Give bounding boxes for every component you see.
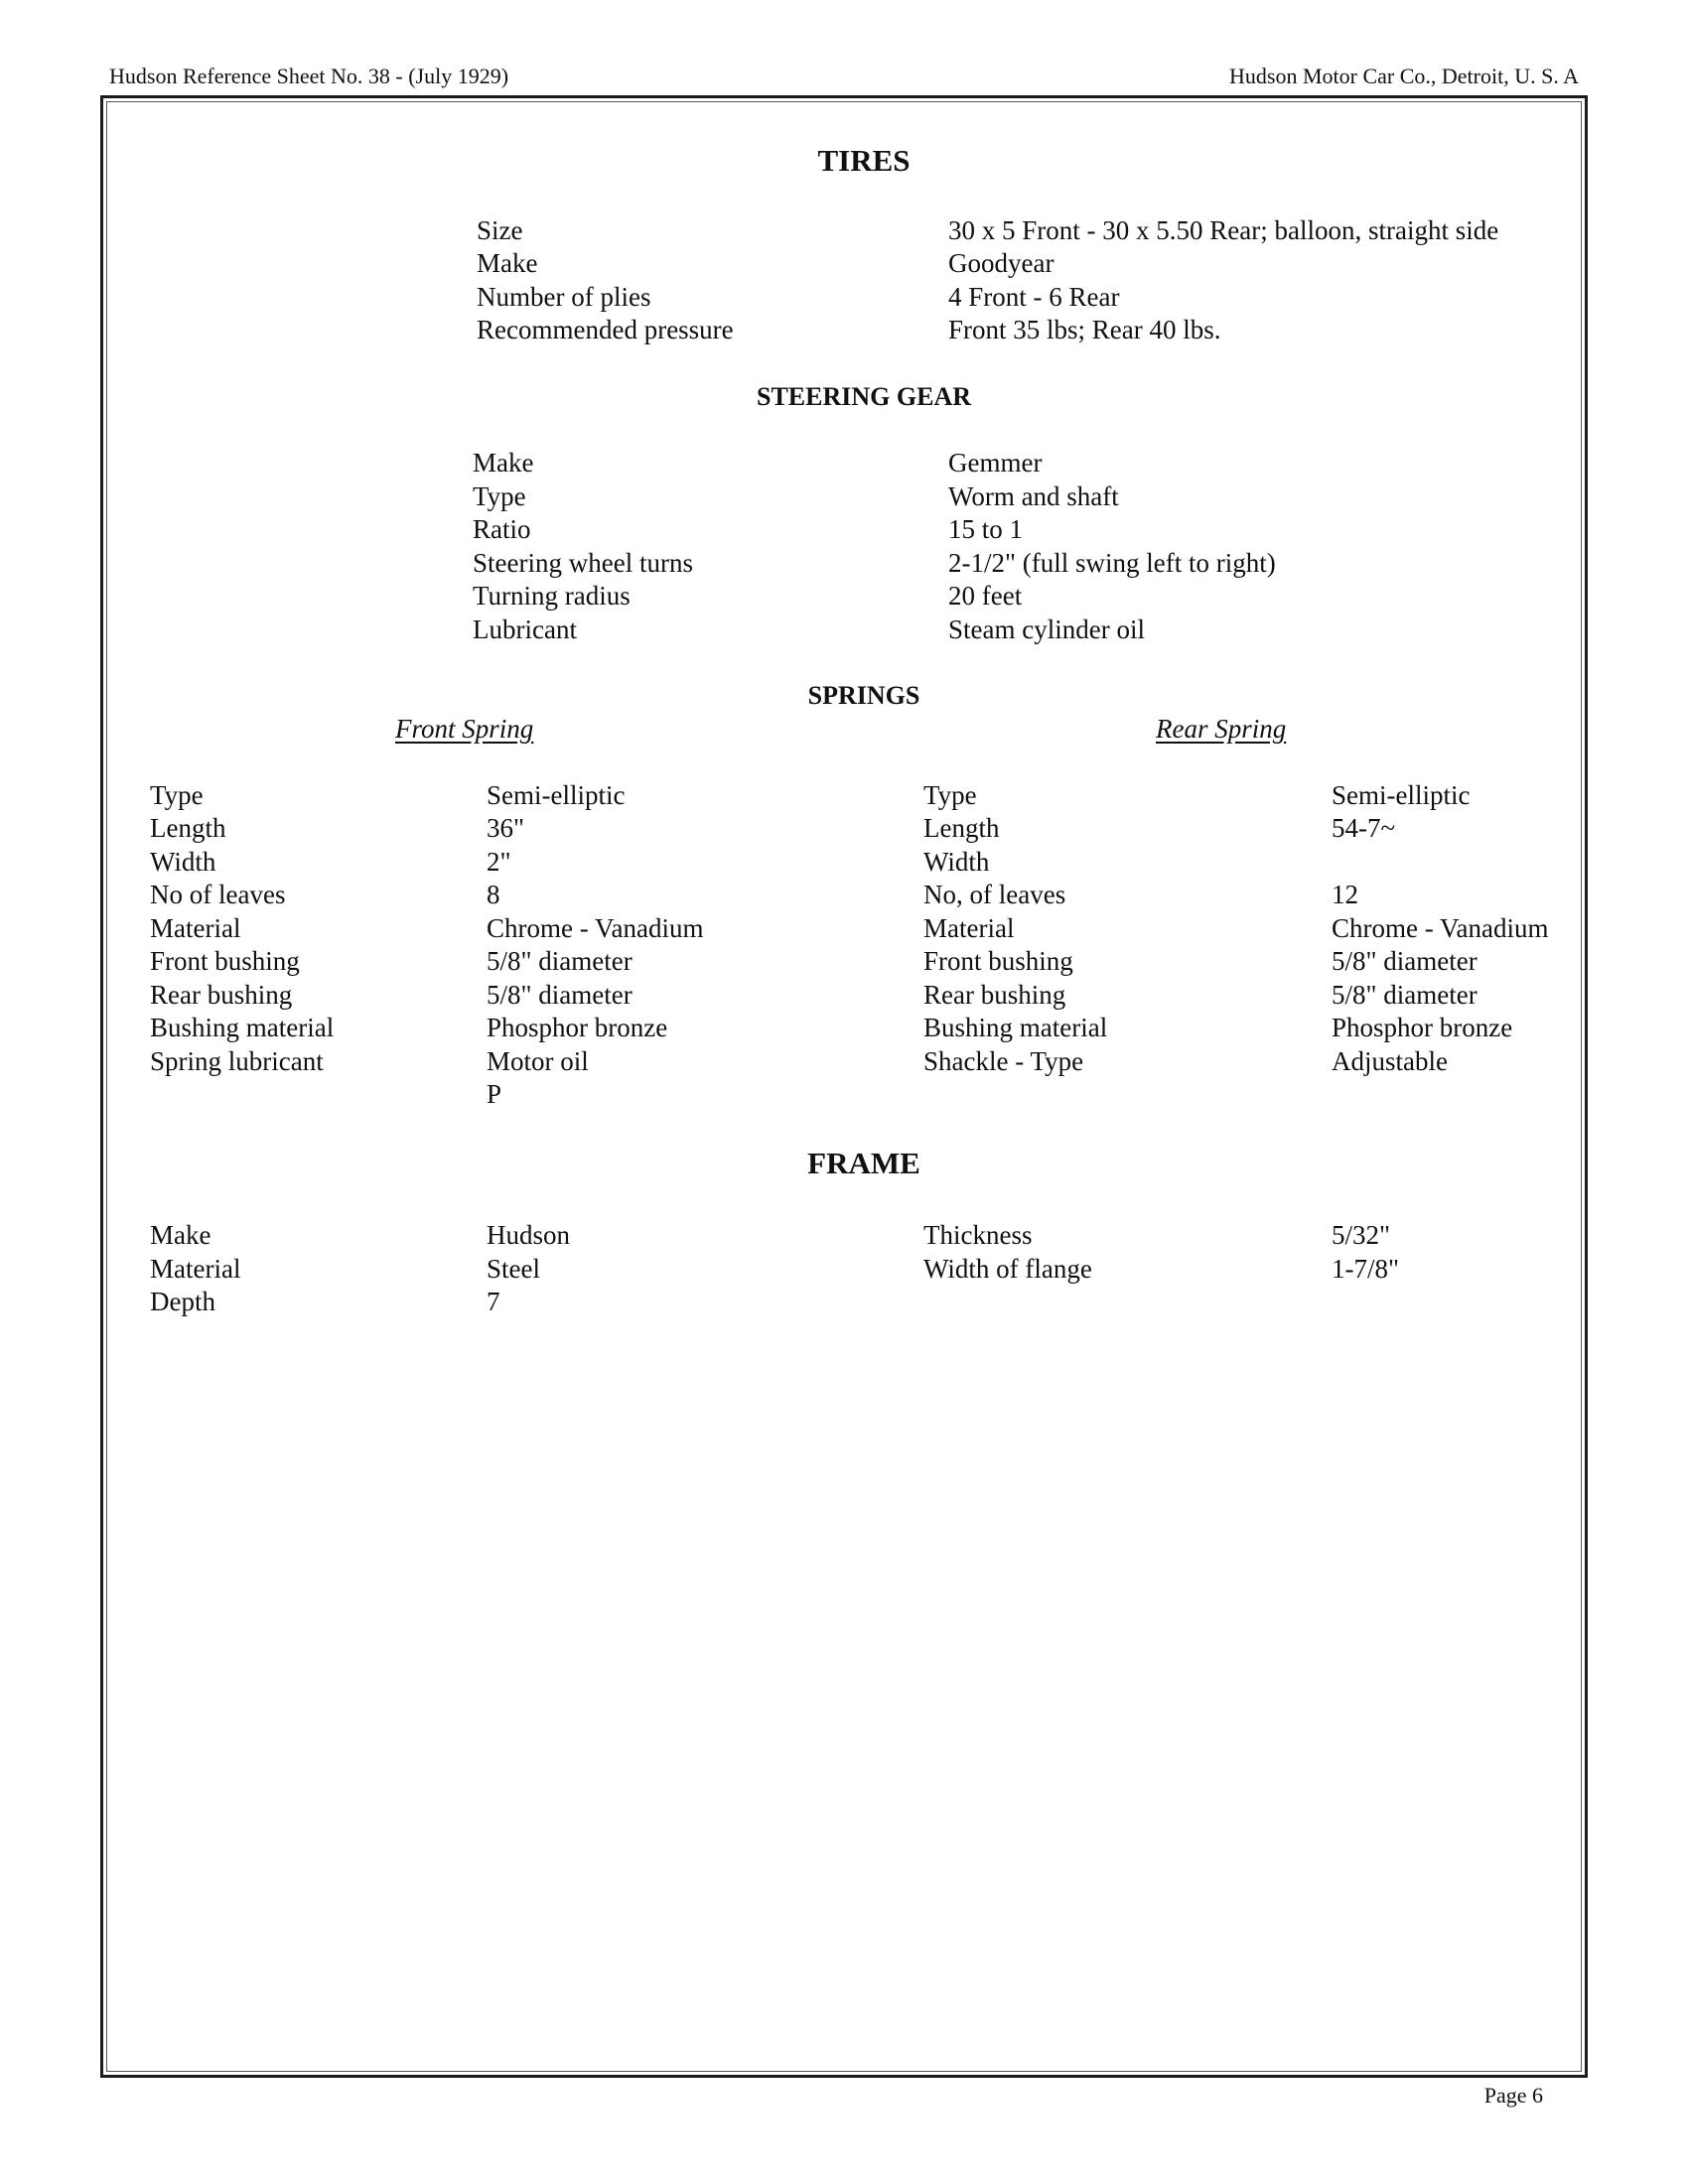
steering-label: Ratio [473,514,531,544]
front-spring-label: Type [150,780,204,810]
page-number: Page 6 [1483,2083,1543,2108]
frame-value: 7 [487,1287,500,1316]
front-spring-value: 8 [487,880,500,909]
rear-spring-value: 5/8" diameter [1332,980,1477,1010]
front-spring-value: 36" [487,813,525,843]
front-spring-label: Front bushing [150,946,300,976]
tires-label: Recommended pressure [477,315,734,344]
rear-spring-label: Front bushing [923,946,1073,976]
steering-value: 2-1/2" (full swing left to right) [948,548,1276,578]
rear-spring-subheading: Rear Spring [1156,714,1287,744]
front-spring-extra: P [487,1079,502,1109]
steering-value: Steam cylinder oil [948,614,1145,644]
rear-spring-label: Bushing material [923,1013,1108,1042]
front-spring-value: Semi-elliptic [487,780,626,810]
steering-label: Turning radius [473,581,631,611]
rear-spring-value: 12 [1332,880,1358,909]
steering-label: Lubricant [473,614,577,644]
tires-value: 30 x 5 Front - 30 x 5.50 Rear; balloon, straight side [948,215,1499,245]
steering-value: 20 feet [948,581,1023,611]
tires-label: Number of plies [477,282,651,312]
steering-label: Make [473,448,534,478]
steering-value: 15 to 1 [948,514,1024,544]
frame-value: Steel [487,1254,540,1284]
front-spring-label: Rear bushing [150,980,293,1010]
rear-spring-value: 54-7~ [1332,813,1396,843]
tires-label: Size [477,215,523,245]
front-spring-label: Bushing material [150,1013,335,1042]
front-spring-label: Length [150,813,226,843]
rear-spring-label: Rear bushing [923,980,1066,1010]
front-spring-value: 5/8" diameter [487,980,633,1010]
frame-value: 1-7/8" [1332,1254,1400,1284]
frame-heading: FRAME [807,1146,920,1180]
frame-label: Material [150,1254,241,1284]
frame-label: Width of flange [923,1254,1092,1284]
rear-spring-value: Adjustable [1332,1046,1448,1076]
springs-heading: SPRINGS [807,681,920,710]
rear-spring-value: Semi-elliptic [1332,780,1471,810]
tires-value: Goodyear [948,248,1055,278]
front-spring-value: Motor oil [487,1046,589,1076]
rear-spring-value: Phosphor bronze [1332,1013,1513,1042]
frame-label: Make [150,1220,211,1250]
tires-label: Make [477,248,538,278]
front-spring-label: Width [150,847,216,877]
rear-spring-value: Chrome - Vanadium [1332,913,1549,943]
front-spring-label: Material [150,913,241,943]
rear-spring-label: Width [923,847,990,877]
front-spring-label: Spring lubricant [150,1046,324,1076]
frame-value: 5/32" [1332,1220,1391,1250]
steering-label: Type [473,481,526,511]
frame-value: Hudson [487,1220,571,1250]
tires-value: Front 35 lbs; Rear 40 lbs. [948,315,1221,344]
steering-label: Steering wheel turns [473,548,693,578]
tires-heading: TIRES [817,143,911,178]
rear-spring-label: Length [923,813,1000,843]
header-company: Hudson Motor Car Co., Detroit, U. S. A [1229,64,1579,88]
frame-label: Thickness [923,1220,1033,1250]
front-spring-label: No of leaves [150,880,286,909]
front-spring-subheading: Front Spring [395,714,534,744]
rear-spring-label: Shackle - Type [923,1046,1084,1076]
front-spring-value: Chrome - Vanadium [487,913,704,943]
front-spring-value: Phosphor bronze [487,1013,668,1042]
rear-spring-label: Type [923,780,977,810]
front-spring-value: 2" [487,847,511,877]
rear-spring-value: 5/8" diameter [1332,946,1477,976]
front-spring-value: 5/8" diameter [487,946,633,976]
tires-value: 4 Front - 6 Rear [948,282,1120,312]
steering-value: Gemmer [948,448,1043,478]
frame-label: Depth [150,1287,215,1316]
rear-spring-label: No, of leaves [923,880,1066,909]
steering-gear-heading: STEERING GEAR [757,382,971,411]
header-reference-sheet: Hudson Reference Sheet No. 38 - (July 1929) [109,64,509,88]
rear-spring-label: Material [923,913,1015,943]
steering-value: Worm and shaft [948,481,1119,511]
